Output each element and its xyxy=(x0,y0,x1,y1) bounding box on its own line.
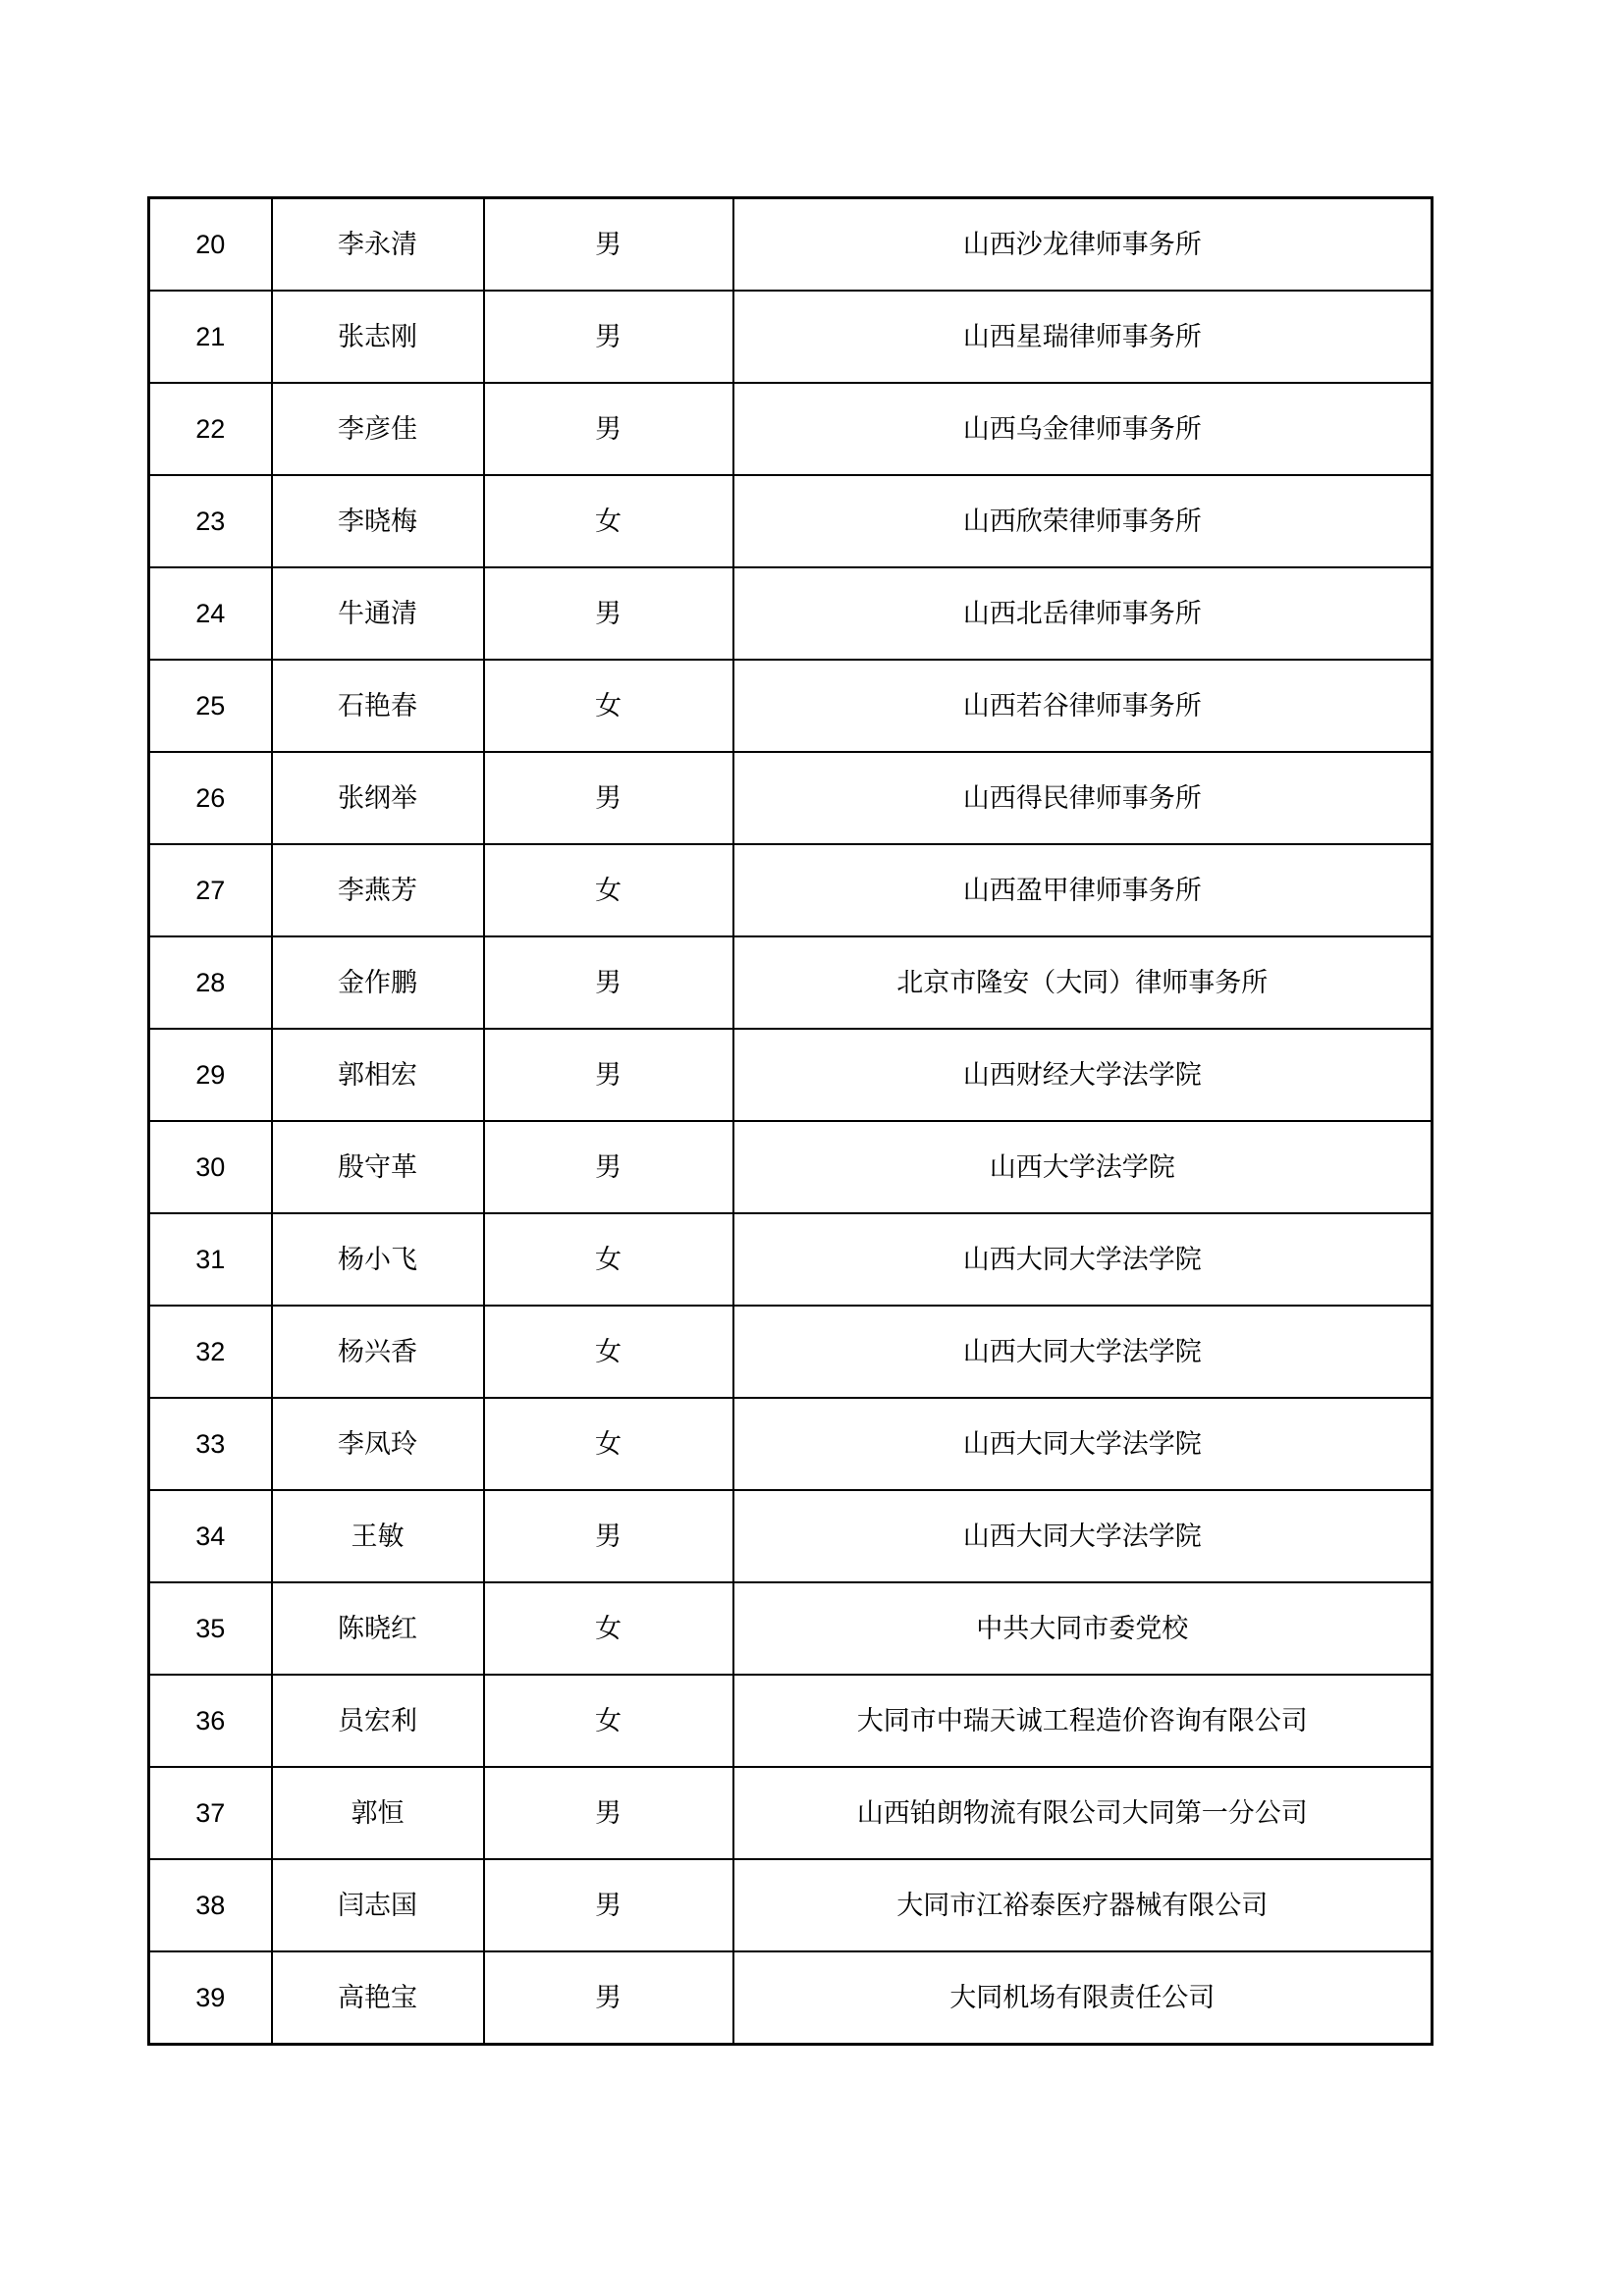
table-row xyxy=(149,1951,1433,2045)
organization: 山西大同大学法学院 xyxy=(733,1306,1433,1398)
person-name: 王敏 xyxy=(272,1490,484,1582)
organization: 山西若谷律师事务所 xyxy=(733,660,1433,752)
table-row xyxy=(149,1029,1433,1121)
person-name: 李凤玲 xyxy=(272,1398,484,1490)
gender: 男 xyxy=(484,1859,733,1951)
organization: 山西乌金律师事务所 xyxy=(733,383,1433,475)
person-name: 杨兴香 xyxy=(272,1306,484,1398)
gender: 女 xyxy=(484,1306,733,1398)
row-number: 30 xyxy=(149,1121,272,1213)
person-name: 高艳宝 xyxy=(272,1951,484,2045)
row-number: 34 xyxy=(149,1490,272,1582)
table-row xyxy=(149,844,1433,936)
organization: 山西财经大学法学院 xyxy=(733,1029,1433,1121)
person-name: 牛通清 xyxy=(272,567,484,660)
table-row xyxy=(149,936,1433,1029)
organization: 山西欣荣律师事务所 xyxy=(733,475,1433,567)
row-number: 35 xyxy=(149,1582,272,1675)
table-row xyxy=(149,1398,1433,1490)
roster-table xyxy=(147,196,1434,2046)
person-name: 员宏利 xyxy=(272,1675,484,1767)
gender: 男 xyxy=(484,1951,733,2045)
organization: 山西北岳律师事务所 xyxy=(733,567,1433,660)
row-number: 26 xyxy=(149,752,272,844)
organization: 山西沙龙律师事务所 xyxy=(733,198,1433,292)
organization: 山西大同大学法学院 xyxy=(733,1398,1433,1490)
row-number: 38 xyxy=(149,1859,272,1951)
gender: 男 xyxy=(484,1767,733,1859)
gender: 女 xyxy=(484,475,733,567)
gender: 男 xyxy=(484,1121,733,1213)
organization: 山西星瑞律师事务所 xyxy=(733,291,1433,383)
row-number: 21 xyxy=(149,291,272,383)
gender: 女 xyxy=(484,660,733,752)
table-row xyxy=(149,291,1433,383)
gender: 男 xyxy=(484,567,733,660)
row-number: 20 xyxy=(149,198,272,292)
organization: 大同市江裕泰医疗器械有限公司 xyxy=(733,1859,1433,1951)
person-name: 李燕芳 xyxy=(272,844,484,936)
gender: 男 xyxy=(484,1490,733,1582)
organization: 山西大同大学法学院 xyxy=(733,1490,1433,1582)
person-name: 李晓梅 xyxy=(272,475,484,567)
person-name: 陈晓红 xyxy=(272,1582,484,1675)
table-row xyxy=(149,1306,1433,1398)
gender: 男 xyxy=(484,291,733,383)
row-number: 31 xyxy=(149,1213,272,1306)
table-row xyxy=(149,660,1433,752)
organization: 北京市隆安（大同）律师事务所 xyxy=(733,936,1433,1029)
person-name: 郭相宏 xyxy=(272,1029,484,1121)
organization: 山西大学法学院 xyxy=(733,1121,1433,1213)
gender: 男 xyxy=(484,752,733,844)
table-row xyxy=(149,752,1433,844)
person-name: 杨小飞 xyxy=(272,1213,484,1306)
row-number: 39 xyxy=(149,1951,272,2045)
person-name: 李永清 xyxy=(272,198,484,292)
table-row xyxy=(149,1767,1433,1859)
gender: 女 xyxy=(484,1398,733,1490)
organization: 大同机场有限责任公司 xyxy=(733,1951,1433,2045)
row-number: 25 xyxy=(149,660,272,752)
table-row xyxy=(149,1213,1433,1306)
organization: 中共大同市委党校 xyxy=(733,1582,1433,1675)
table-row xyxy=(149,1859,1433,1951)
organization: 大同市中瑞天诚工程造价咨询有限公司 xyxy=(733,1675,1433,1767)
table-row xyxy=(149,1675,1433,1767)
roster-table-body xyxy=(149,198,1433,2045)
row-number: 22 xyxy=(149,383,272,475)
row-number: 29 xyxy=(149,1029,272,1121)
organization: 山西得民律师事务所 xyxy=(733,752,1433,844)
organization: 山西盈甲律师事务所 xyxy=(733,844,1433,936)
gender: 男 xyxy=(484,936,733,1029)
row-number: 24 xyxy=(149,567,272,660)
gender: 男 xyxy=(484,198,733,292)
person-name: 郭恒 xyxy=(272,1767,484,1859)
table-row xyxy=(149,475,1433,567)
table-row xyxy=(149,1121,1433,1213)
table-row xyxy=(149,1490,1433,1582)
gender: 男 xyxy=(484,383,733,475)
gender: 女 xyxy=(484,1675,733,1767)
table-row xyxy=(149,198,1433,292)
gender: 女 xyxy=(484,1582,733,1675)
person-name: 殷守革 xyxy=(272,1121,484,1213)
person-name: 张志刚 xyxy=(272,291,484,383)
person-name: 闫志国 xyxy=(272,1859,484,1951)
person-name: 金作鹏 xyxy=(272,936,484,1029)
gender: 女 xyxy=(484,1213,733,1306)
person-name: 石艳春 xyxy=(272,660,484,752)
table-row xyxy=(149,567,1433,660)
organization: 山西大同大学法学院 xyxy=(733,1213,1433,1306)
row-number: 37 xyxy=(149,1767,272,1859)
row-number: 27 xyxy=(149,844,272,936)
person-name: 李彦佳 xyxy=(272,383,484,475)
row-number: 23 xyxy=(149,475,272,567)
row-number: 28 xyxy=(149,936,272,1029)
table-row xyxy=(149,383,1433,475)
row-number: 32 xyxy=(149,1306,272,1398)
table-row xyxy=(149,1582,1433,1675)
person-name: 张纲举 xyxy=(272,752,484,844)
gender: 女 xyxy=(484,844,733,936)
row-number: 36 xyxy=(149,1675,272,1767)
row-number: 33 xyxy=(149,1398,272,1490)
gender: 男 xyxy=(484,1029,733,1121)
organization: 山西铂朗物流有限公司大同第一分公司 xyxy=(733,1767,1433,1859)
